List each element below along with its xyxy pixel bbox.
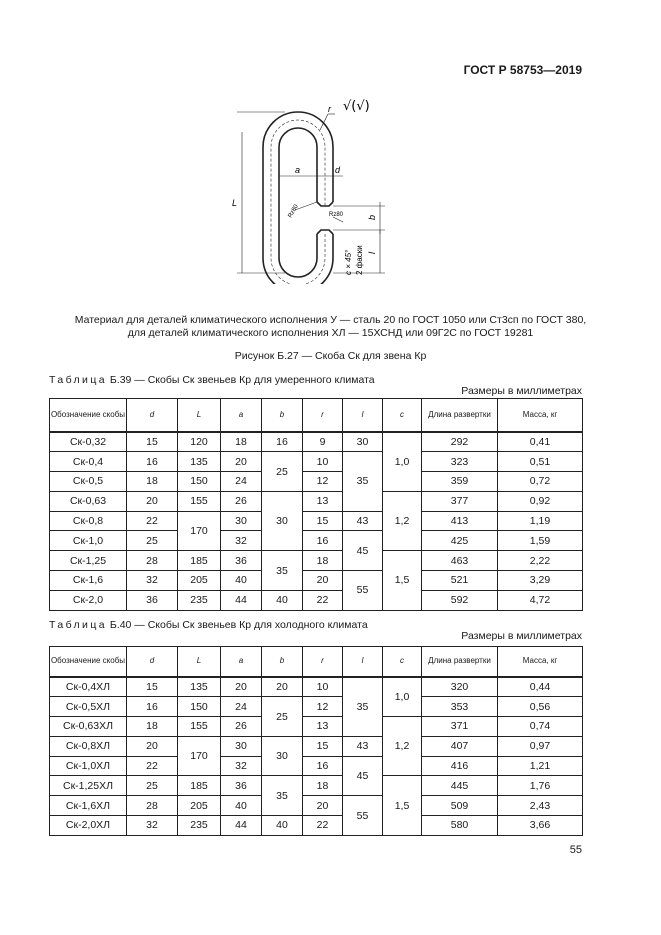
col-length: Длина развертки bbox=[422, 647, 498, 677]
cell-d: 32 bbox=[127, 816, 178, 836]
cell-L: 120 bbox=[178, 432, 221, 452]
cell-c: 1,5 bbox=[383, 776, 422, 835]
table-row bbox=[50, 452, 583, 472]
cell-mass: 1,76 bbox=[498, 776, 583, 796]
cell-r: 13 bbox=[303, 717, 343, 737]
cell-a: 44 bbox=[221, 590, 262, 610]
cell-length: 407 bbox=[422, 736, 498, 756]
cell-r: 18 bbox=[303, 551, 343, 571]
cell-length: 592 bbox=[422, 590, 498, 610]
cell-length: 425 bbox=[422, 531, 498, 551]
col-c: c bbox=[383, 647, 422, 677]
table-row bbox=[50, 531, 583, 551]
cell-name: Ск-1,25ХЛ bbox=[50, 776, 127, 796]
cell-mass: 4,72 bbox=[498, 590, 583, 610]
cell-L: 235 bbox=[178, 816, 221, 836]
standard-number: ГОСТ Р 58753—2019 bbox=[463, 63, 582, 77]
cell-name: Ск-2,0ХЛ bbox=[50, 816, 127, 836]
cell-d: 22 bbox=[127, 511, 178, 531]
cell-a: 40 bbox=[221, 571, 262, 591]
page-number: 55 bbox=[569, 844, 582, 856]
cell-d: 28 bbox=[127, 551, 178, 571]
cell-a: 32 bbox=[221, 531, 262, 551]
cell-name: Ск-1,6 bbox=[50, 571, 127, 591]
col-d: d bbox=[127, 399, 178, 432]
cell-a: 40 bbox=[221, 796, 262, 816]
cell-a: 18 bbox=[221, 432, 262, 452]
cell-b: 40 bbox=[262, 816, 303, 836]
table-row bbox=[50, 756, 583, 776]
cell-l: 45 bbox=[343, 531, 383, 571]
cell-name: Ск-1,0 bbox=[50, 531, 127, 551]
cell-a: 36 bbox=[221, 776, 262, 796]
cell-r: 15 bbox=[303, 511, 343, 531]
cell-r: 13 bbox=[303, 491, 343, 511]
cell-length: 463 bbox=[422, 551, 498, 571]
cell-length: 371 bbox=[422, 717, 498, 737]
cell-a: 24 bbox=[221, 697, 262, 717]
cell-d: 28 bbox=[127, 796, 178, 816]
cell-mass: 0,56 bbox=[498, 697, 583, 717]
label-chamfer: c × 45° bbox=[344, 249, 353, 275]
col-a: a bbox=[221, 399, 262, 432]
cell-b: 20 bbox=[262, 677, 303, 697]
cell-r: 15 bbox=[303, 736, 343, 756]
table-row bbox=[50, 432, 583, 452]
cell-r: 10 bbox=[303, 677, 343, 697]
cell-mass: 1,21 bbox=[498, 756, 583, 776]
cell-L: 205 bbox=[178, 796, 221, 816]
cell-name: Ск-2,0 bbox=[50, 590, 127, 610]
cell-d: 18 bbox=[127, 472, 178, 492]
cell-mass: 3,66 bbox=[498, 816, 583, 836]
cell-name: Ск-0,4 bbox=[50, 452, 127, 472]
cell-name: Ск-0,63 bbox=[50, 491, 127, 511]
cell-name: Ск-0,32 bbox=[50, 432, 127, 452]
col-d: d bbox=[127, 647, 178, 677]
label-r: r bbox=[328, 104, 331, 114]
cell-length: 445 bbox=[422, 776, 498, 796]
col-designation: Обозначение скобы bbox=[50, 399, 127, 432]
cell-d: 20 bbox=[127, 491, 178, 511]
cell-length: 353 bbox=[422, 697, 498, 717]
cell-a: 32 bbox=[221, 756, 262, 776]
table2-prefix: Таблица bbox=[49, 619, 107, 631]
cell-l: 35 bbox=[343, 452, 383, 511]
table-row bbox=[50, 776, 583, 796]
cell-L: 155 bbox=[178, 717, 221, 737]
cell-L: 185 bbox=[178, 551, 221, 571]
cell-mass: 0,44 bbox=[498, 677, 583, 697]
label-a: a bbox=[295, 165, 301, 175]
cell-mass: 3,29 bbox=[498, 571, 583, 591]
material-line-2: для деталей климатического исполнения ХЛ — 15ХСНД или 09Г2С по ГОСТ 19281 bbox=[127, 327, 534, 339]
cell-d: 16 bbox=[127, 452, 178, 472]
cell-b: 25 bbox=[262, 452, 303, 492]
cell-L: 150 bbox=[178, 697, 221, 717]
bracket-drawing bbox=[225, 92, 435, 284]
material-note bbox=[40, 314, 621, 340]
cell-L: 170 bbox=[178, 736, 221, 776]
cell-mass: 0,51 bbox=[498, 452, 583, 472]
cell-length: 292 bbox=[422, 432, 498, 452]
cell-l: 43 bbox=[343, 736, 383, 756]
cell-r: 12 bbox=[303, 472, 343, 492]
cell-r: 20 bbox=[303, 571, 343, 591]
cell-a: 30 bbox=[221, 736, 262, 756]
cell-l: 43 bbox=[343, 511, 383, 531]
cell-a: 36 bbox=[221, 551, 262, 571]
label-b: b bbox=[367, 214, 377, 220]
cell-r: 22 bbox=[303, 816, 343, 836]
cell-length: 413 bbox=[422, 511, 498, 531]
col-b: b bbox=[262, 399, 303, 432]
cell-name: Ск-1,6ХЛ bbox=[50, 796, 127, 816]
cell-l: 30 bbox=[343, 432, 383, 452]
col-a: a bbox=[221, 647, 262, 677]
label-rz-left: Rz80 bbox=[287, 203, 300, 219]
table-row bbox=[50, 511, 583, 531]
table2-title: Б.40 — Скобы Ск звеньев Кр для холодного климата bbox=[106, 619, 368, 631]
cell-r: 22 bbox=[303, 590, 343, 610]
cell-length: 509 bbox=[422, 796, 498, 816]
col-c: c bbox=[383, 399, 422, 432]
material-line-1: Материал для деталей климатического исполнения У — сталь 20 по ГОСТ 1050 или Ст3сп по ГОСТ 380, bbox=[74, 314, 587, 326]
cell-name: Ск-0,8ХЛ bbox=[50, 736, 127, 756]
cell-l: 55 bbox=[343, 796, 383, 836]
cell-mass: 0,92 bbox=[498, 491, 583, 511]
cell-name: Ск-1,25 bbox=[50, 551, 127, 571]
table2-units: Размеры в миллиметрах bbox=[461, 630, 582, 642]
cell-d: 25 bbox=[127, 531, 178, 551]
cell-l: 45 bbox=[343, 756, 383, 796]
cell-d: 18 bbox=[127, 717, 178, 737]
cell-L: 185 bbox=[178, 776, 221, 796]
cell-mass: 0,41 bbox=[498, 432, 583, 452]
table1-title: Б.39 — Скобы Ск звеньев Кр для умеренного климата bbox=[106, 374, 375, 386]
cell-b: 30 bbox=[262, 491, 303, 550]
col-mass: Масса, кг bbox=[498, 647, 583, 677]
cell-c: 1,2 bbox=[383, 717, 422, 776]
cell-d: 36 bbox=[127, 590, 178, 610]
cell-d: 20 bbox=[127, 736, 178, 756]
cell-a: 30 bbox=[221, 511, 262, 531]
cell-b: 35 bbox=[262, 551, 303, 591]
cell-r: 20 bbox=[303, 796, 343, 816]
table-row bbox=[50, 677, 583, 697]
cell-r: 10 bbox=[303, 452, 343, 472]
cell-name: Ск-0,4ХЛ bbox=[50, 677, 127, 697]
cell-length: 359 bbox=[422, 472, 498, 492]
table-row bbox=[50, 590, 583, 610]
cell-c: 1,2 bbox=[383, 491, 422, 550]
col-L: L bbox=[178, 647, 221, 677]
cell-name: Ск-0,5ХЛ bbox=[50, 697, 127, 717]
cell-d: 32 bbox=[127, 571, 178, 591]
cell-a: 26 bbox=[221, 717, 262, 737]
cell-name: Ск-0,63ХЛ bbox=[50, 717, 127, 737]
cell-c: 1,5 bbox=[383, 551, 422, 610]
col-length: Длина развертки bbox=[422, 399, 498, 432]
cell-d: 22 bbox=[127, 756, 178, 776]
cell-a: 20 bbox=[221, 677, 262, 697]
cell-a: 24 bbox=[221, 472, 262, 492]
cell-d: 16 bbox=[127, 697, 178, 717]
cell-a: 44 bbox=[221, 816, 262, 836]
col-L: L bbox=[178, 399, 221, 432]
cell-L: 135 bbox=[178, 452, 221, 472]
col-mass: Масса, кг bbox=[498, 399, 583, 432]
cell-b: 16 bbox=[262, 432, 303, 452]
col-l: l bbox=[343, 647, 383, 677]
cell-length: 323 bbox=[422, 452, 498, 472]
col-r: r bbox=[303, 399, 343, 432]
cell-mass: 0,97 bbox=[498, 736, 583, 756]
cell-L: 170 bbox=[178, 511, 221, 551]
cell-b: 35 bbox=[262, 776, 303, 816]
table-row bbox=[50, 717, 583, 737]
cell-r: 16 bbox=[303, 756, 343, 776]
cell-name: Ск-0,8 bbox=[50, 511, 127, 531]
figure-caption: Рисунок Б.27 — Скоба Ск для звена Кр bbox=[234, 350, 427, 362]
cell-length: 377 bbox=[422, 491, 498, 511]
cell-mass: 2,43 bbox=[498, 796, 583, 816]
cell-r: 9 bbox=[303, 432, 343, 452]
cell-mass: 1,59 bbox=[498, 531, 583, 551]
cell-name: Ск-0,5 bbox=[50, 472, 127, 492]
cell-b: 40 bbox=[262, 590, 303, 610]
table-row bbox=[50, 796, 583, 816]
table-row bbox=[50, 472, 583, 492]
col-b: b bbox=[262, 647, 303, 677]
label-d: d bbox=[335, 165, 341, 175]
cell-mass: 0,72 bbox=[498, 472, 583, 492]
cell-a: 20 bbox=[221, 452, 262, 472]
table1 bbox=[49, 398, 583, 611]
label-l: l bbox=[367, 252, 377, 254]
cell-l: 35 bbox=[343, 677, 383, 737]
label-L: L bbox=[232, 198, 238, 208]
cell-r: 16 bbox=[303, 531, 343, 551]
cell-mass: 2,22 bbox=[498, 551, 583, 571]
cell-r: 12 bbox=[303, 697, 343, 717]
table2-caption bbox=[49, 619, 368, 631]
table1-caption bbox=[49, 374, 375, 386]
table-row bbox=[50, 571, 583, 591]
cell-d: 25 bbox=[127, 776, 178, 796]
cell-L: 135 bbox=[178, 677, 221, 697]
cell-d: 15 bbox=[127, 432, 178, 452]
col-r: r bbox=[303, 647, 343, 677]
cell-r: 18 bbox=[303, 776, 343, 796]
cell-length: 320 bbox=[422, 677, 498, 697]
table-row bbox=[50, 697, 583, 717]
cell-L: 155 bbox=[178, 491, 221, 511]
cell-name: Ск-1,0ХЛ bbox=[50, 756, 127, 776]
cell-d: 15 bbox=[127, 677, 178, 697]
table-row bbox=[50, 551, 583, 571]
cell-mass: 0,74 bbox=[498, 717, 583, 737]
label-chamfer-note: 2 фаски bbox=[355, 245, 364, 275]
table1-prefix: Таблица bbox=[49, 374, 107, 386]
cell-L: 150 bbox=[178, 472, 221, 492]
col-designation: Обозначение скобы bbox=[50, 647, 127, 677]
cell-L: 235 bbox=[178, 590, 221, 610]
table-row bbox=[50, 736, 583, 756]
cell-c: 1,0 bbox=[383, 677, 422, 717]
cell-a: 26 bbox=[221, 491, 262, 511]
cell-length: 416 bbox=[422, 756, 498, 776]
table1-units: Размеры в миллиметрах bbox=[461, 385, 582, 397]
table-row bbox=[50, 816, 583, 836]
cell-b: 25 bbox=[262, 697, 303, 737]
cell-mass: 1,19 bbox=[498, 511, 583, 531]
cell-length: 521 bbox=[422, 571, 498, 591]
cell-length: 580 bbox=[422, 816, 498, 836]
table2 bbox=[49, 646, 583, 836]
roughness-symbol: √(√) bbox=[343, 99, 370, 114]
cell-c: 1,0 bbox=[383, 432, 422, 492]
label-rz-right: Rz80 bbox=[329, 212, 344, 218]
cell-l: 55 bbox=[343, 571, 383, 611]
table-row bbox=[50, 491, 583, 511]
cell-L: 205 bbox=[178, 571, 221, 591]
col-l: l bbox=[343, 399, 383, 432]
cell-b: 30 bbox=[262, 736, 303, 776]
